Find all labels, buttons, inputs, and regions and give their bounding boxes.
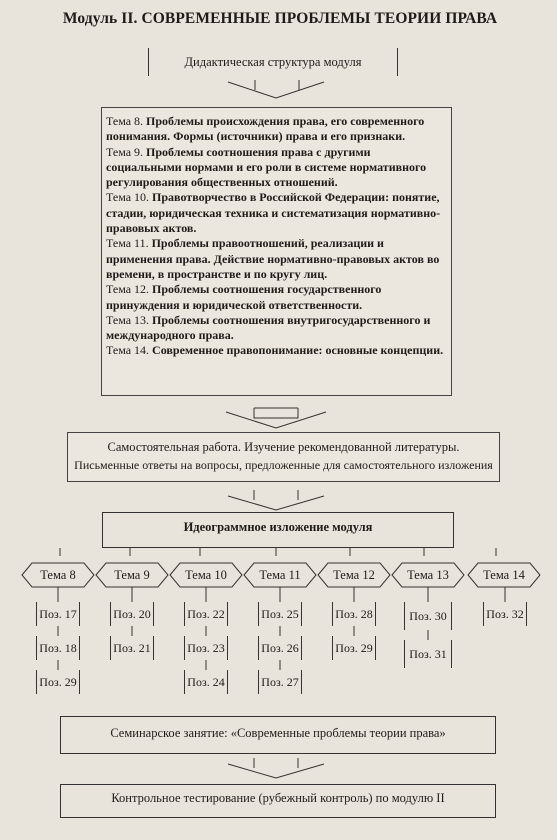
chevron-arrow-1 xyxy=(228,82,324,98)
topic-node-12: Тема 12 xyxy=(333,568,375,582)
topic-item: Тема 11. Проблемы правоотношений, реализации и применения права. Действие нормативно-правовых актов во времени, в пространстве и по кругу лиц. xyxy=(106,236,440,281)
position-box: Поз. 17 xyxy=(36,602,80,626)
topic-node-11: Тема 11 xyxy=(259,568,301,582)
position-box: Поз. 18 xyxy=(36,636,80,660)
topic-item: Тема 8. Проблемы происхождения права, его современного понимания. Формы (источники) права и его признаки. xyxy=(106,114,425,144)
topic-node-13: Тема 13 xyxy=(407,568,449,582)
topic-node-8: Тема 8 xyxy=(40,568,76,582)
didactic-structure-label: Дидактическая структура модуля xyxy=(184,55,362,69)
topic-item: Тема 13. Проблемы соотношения внутригосударственного и международного права. xyxy=(106,312,431,343)
position-box: Поз. 28 xyxy=(332,602,376,626)
chevron-arrow-2 xyxy=(226,412,326,428)
ideogram-label: Идеограммное изложение модуля xyxy=(183,520,373,534)
topics-box xyxy=(101,107,452,396)
position-box: Поз. 24 xyxy=(184,670,228,694)
ideogram-branch-lines xyxy=(60,548,496,556)
self-work-box xyxy=(67,432,500,482)
position-box: Поз. 27 xyxy=(258,670,302,694)
seminar-label: Семинарское занятие: «Современные проблемы теории права» xyxy=(110,726,446,740)
position-box: Поз. 31 xyxy=(404,640,452,668)
chevron-arrow-4 xyxy=(228,764,324,778)
position-box: Поз. 20 xyxy=(110,602,154,626)
topic-item: Тема 12. Проблемы соотношения государственного принуждения и юридической ответственности. xyxy=(106,282,382,312)
position-box: Поз. 22 xyxy=(184,602,228,626)
position-box: Поз. 25 xyxy=(258,602,302,626)
chevron-tick-2 xyxy=(254,408,298,418)
position-box: Поз. 26 xyxy=(258,636,302,660)
self-work-line-2: Письменные ответы на вопросы, предложенные для самостоятельного изложения xyxy=(74,458,493,472)
topic-node-14: Тема 14 xyxy=(483,568,525,582)
position-box: Поз. 23 xyxy=(184,636,228,660)
ideogram-box xyxy=(102,512,454,548)
topic-node-9: Тема 9 xyxy=(114,568,150,582)
self-work-line-1: Самостоятельная работа. Изучение рекомендованной литературы. xyxy=(107,440,460,454)
control-test-label: Контрольное тестирование (рубежный контроль) по модулю II xyxy=(111,791,445,805)
position-box: Поз. 29 xyxy=(36,670,80,694)
module-title: Модуль II. СОВРЕМЕННЫЕ ПРОБЛЕМЫ ТЕОРИИ ПРАВА xyxy=(62,10,498,27)
topic-node-10: Тема 10 xyxy=(185,568,227,582)
topic-item: Тема 10. Правотворчество в Российской Федерации: понятие, стадии, юридическая техника и систематизация нормативно-правовых актов. xyxy=(106,190,441,236)
seminar-box xyxy=(60,716,496,754)
position-box: Поз. 30 xyxy=(404,602,452,630)
didactic-structure-box xyxy=(148,48,398,76)
chevron-tick-3 xyxy=(254,490,298,500)
chevron-arrow-3 xyxy=(228,496,324,510)
chevron-tick-4 xyxy=(254,758,298,768)
control-test-box xyxy=(60,784,496,818)
topic-item: Тема 9. Проблемы соотношения права с другими социальными нормами и его роли в системе нормативного регулирования общественных отношений. xyxy=(106,144,427,190)
position-box: Поз. 21 xyxy=(110,636,154,660)
chevron-tick-1 xyxy=(255,80,299,90)
position-box: Поз. 32 xyxy=(483,602,527,626)
topic-item: Тема 14. Современное правопонимание: основные концепции. xyxy=(106,343,444,358)
position-box: Поз. 29 xyxy=(332,636,376,660)
